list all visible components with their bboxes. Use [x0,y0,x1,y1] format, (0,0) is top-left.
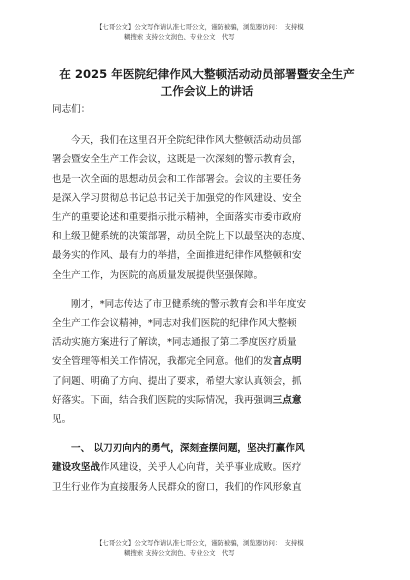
paragraph-line: 卫生行业作为直接服务人民群众的窗口，我们的作风形象直 [52,481,302,493]
paragraph-line: 也是一次全面的思想动员会和工作部署会。会议的主要任务 [52,173,302,185]
paragraph-text: 好落实。下面，结合我们医院的实际情况，我再强调 [52,394,273,406]
section-1 [52,439,362,497]
footer-note-line: 糊搜索 支持公文润色、专业公文 代写 [124,549,235,557]
emphasis-text: 建设攻坚战 [52,462,100,474]
salutation: 同志们： [52,104,91,115]
emphasis-text: 三点意 [272,394,302,406]
paragraph-line [52,391,362,410]
footer-note-line: 【七哥公文】公文写作请认准七哥公文，谨防被骗，浏览器访问： 支持模 [96,539,304,547]
paragraph-line: 活动实施方案进行了解读，*同志通报了第二季度医疗质量 [52,337,297,349]
emphasis-text: 言点明 [272,356,302,368]
paragraph-line: 全生产工作，为医院的高质量发展提供坚强保障。 [52,269,264,281]
paragraph-1 [52,131,362,285]
paragraph-text: 安全管理等相关工作情况，我都完全同意。他们的发 [52,356,273,368]
paragraph-line: 刚才，*同志传达了市卫健系统的警示教育会和半年度安 [71,298,307,310]
header-watermark-note [96,22,346,42]
document-title [52,66,362,100]
paragraph-line: 和上级卫健系统的决策部署，动员全院上下以最坚决的态度、 [52,231,312,243]
title-line-1: 在 2025 年医院纪律作风大整顿活动动员部署暨安全生产 [59,67,355,81]
footer-watermark-note [96,538,346,558]
paragraph-line [52,352,362,371]
paragraph-line: 生产的重要论述和重要指示批示精神，全面落实市委市政府 [52,212,302,224]
paragraph-line: 是深入学习贯彻总书记总书记关于加强党的作风建设、安全 [52,192,302,204]
title-line-2: 工作会议上的讲话 [160,84,254,98]
paragraph-line: 署会暨安全生产工作会议，这既是一次深刻的警示教育会， [52,154,302,166]
header-note-line: 【七哥公文】公文写作请认准七哥公文，谨防被骗，浏览器访问： 支持模 [96,23,304,31]
paragraph-line: 今天，我们在这里召开全院纪律作风大整顿活动动员部 [71,135,302,147]
paragraph-line [52,458,362,477]
paragraph-line: 最务实的作风、最有力的举措，全面推进纪律作风整顿和安 [52,250,302,262]
paragraph-2 [52,295,362,429]
section-heading: 一、 以刀刃向内的勇气，深刻查摆问题，坚决打赢作风 [71,443,305,455]
paragraph-line: 了问题、明确了方向、提出了要求，希望大家认真领会，抓 [52,375,302,387]
paragraph-line: 见。 [52,414,72,426]
paragraph-line: 全生产工作会议精神，*同志对我们医院的纪律作风大整顿 [52,318,297,330]
document-body [52,100,362,507]
header-note-line: 糊搜索 支持公文润色、专业公文 代写 [124,33,235,41]
paragraph-text: 作风建设，关乎人心向背，关乎事业成败。医疗 [99,462,302,474]
